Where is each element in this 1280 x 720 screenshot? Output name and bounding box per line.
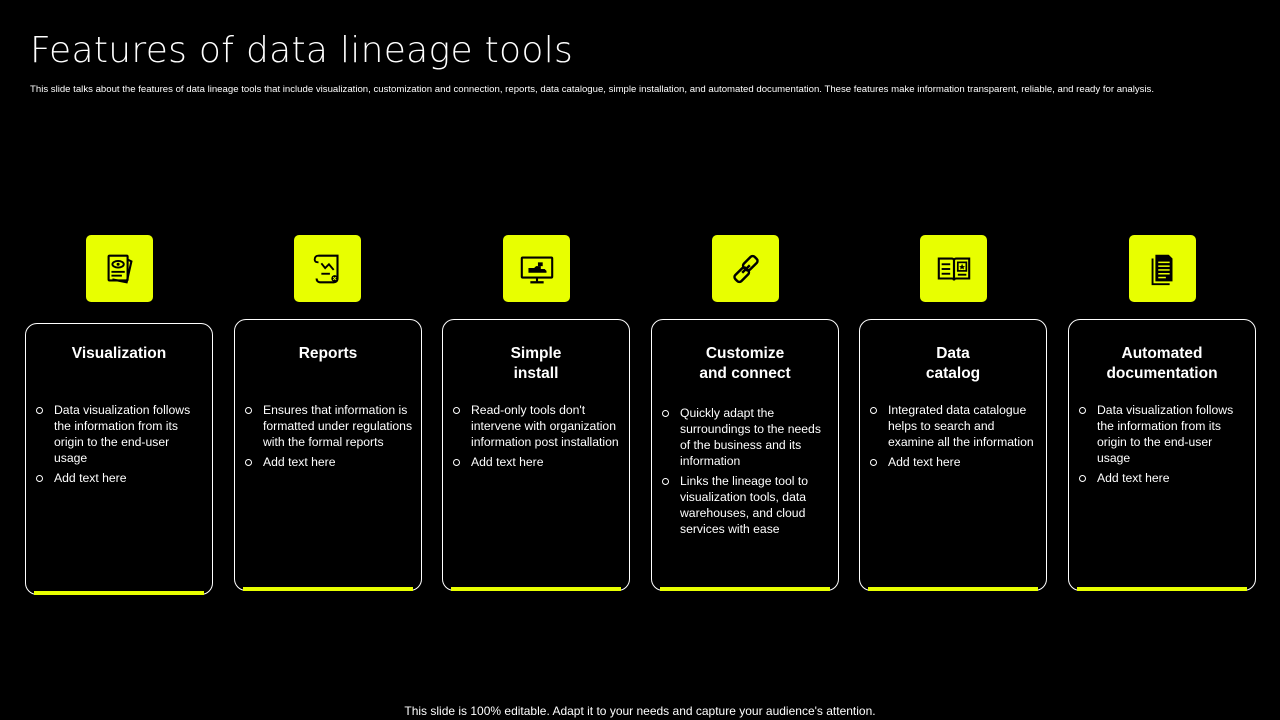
slide-title: Features of data lineage tools [30, 30, 574, 71]
accent-underline [660, 587, 830, 591]
chain-link-icon [727, 250, 765, 288]
feature-card-title [868, 344, 1038, 383]
feature-card-title: Visualization [71, 345, 167, 362]
feature-card-reports [234, 319, 422, 591]
feature-card-title-line: documentation [1106, 364, 1218, 382]
open-book-catalog-icon [935, 250, 973, 288]
feature-card-title-line: Simple [510, 345, 562, 362]
feature-points [1079, 402, 1247, 490]
feature-point: Read-only tools don't intervene with organization information post installation [453, 402, 621, 450]
feature-points [36, 402, 204, 490]
feature-card-data-catalog [859, 319, 1047, 591]
feature-icon-tile-reports [294, 235, 361, 302]
accent-underline [243, 587, 413, 591]
feature-card-title-line: install [513, 364, 559, 382]
document-pages-icon [1144, 250, 1182, 288]
feature-points [870, 402, 1038, 474]
feature-point: Integrated data catalogue helps to search and examine all the information [870, 402, 1038, 450]
feature-card-title-line: Customize [705, 345, 785, 362]
feature-icon-tile-automated-documentation [1129, 235, 1196, 302]
feature-card-title: Reports [298, 345, 358, 362]
feature-point: Add text here [36, 470, 204, 486]
accent-underline [1077, 587, 1247, 591]
feature-point: Add text here [453, 454, 621, 470]
feature-card-title [1077, 344, 1247, 383]
monitor-install-icon [518, 250, 556, 288]
scroll-document-icon [309, 250, 347, 288]
feature-point: Add text here [245, 454, 413, 470]
report-eye-icon [101, 250, 139, 288]
feature-points [662, 405, 830, 541]
feature-points [245, 402, 413, 474]
feature-card-title [660, 344, 830, 383]
feature-icon-tile-customize [712, 235, 779, 302]
footer-note: This slide is 100% editable. Adapt it to your needs and capture your audience's attention. [404, 704, 876, 718]
feature-card-visualization [25, 323, 213, 595]
feature-card-title-line: catalog [925, 364, 981, 382]
feature-card-simple-install [442, 319, 630, 591]
feature-point: Add text here [1079, 470, 1247, 486]
accent-underline [34, 591, 204, 595]
feature-icon-tile-data-catalog [920, 235, 987, 302]
feature-card-customize-connect [651, 319, 839, 591]
slide-subtitle: This slide talks about the features of data lineage tools that include visualization, customization and connection, reports, data catalogue, simple installation, and automated documentation. These features make information transparent, reliable, and ready for analysis. [30, 84, 1155, 95]
feature-point: Ensures that information is formatted under regulations with the formal reports [245, 402, 413, 450]
feature-point: Data visualization follows the information from its origin to the end-user usage [1079, 402, 1247, 466]
feature-icon-tile-simple-install [503, 235, 570, 302]
feature-icon-tile-visualization [86, 235, 153, 302]
feature-card-title [451, 344, 621, 383]
feature-card-automated-documentation [1068, 319, 1256, 591]
feature-points [453, 402, 621, 474]
feature-point: Quickly adapt the surroundings to the needs of the business and its information [662, 405, 830, 469]
accent-underline [868, 587, 1038, 591]
feature-point: Add text here [870, 454, 1038, 470]
feature-point: Links the lineage tool to visualization tools, data warehouses, and cloud services with ease [662, 473, 830, 537]
feature-point: Data visualization follows the information from its origin to the end-user usage [36, 402, 204, 466]
feature-card-title-line: Automated [1121, 345, 1203, 362]
accent-underline [451, 587, 621, 591]
feature-card-title-line: and connect [699, 364, 791, 382]
feature-card-title-line: Data [936, 345, 970, 362]
